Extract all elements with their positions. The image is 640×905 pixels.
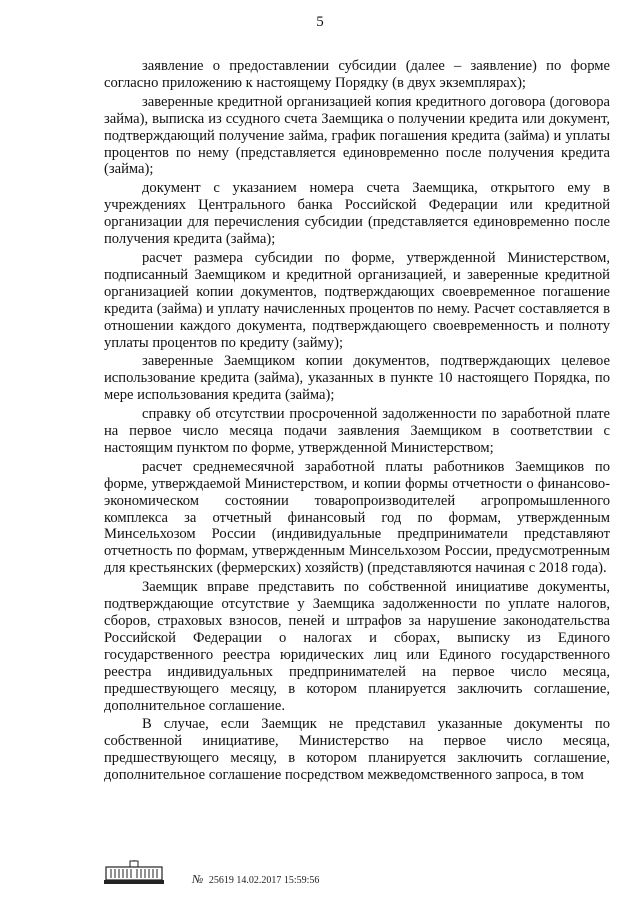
document-body [104, 58, 610, 786]
paragraph-account-document: документ с указанием номера счета Заемщика, открытого ему в учреждениях Центрального банка Российской Федерации или кредитной организации для перечисления субсидии (представляется единовременно после получения кредита (займа); [104, 180, 610, 248]
paragraph-salary-debt-certificate: справку об отсутствии просроченной задолженности по заработной плате на первое число месяца подачи заявления Заемщиком в соответствии с настоящим пунктом по форме, утвержденной Министерством; [104, 406, 610, 456]
paragraph-average-salary: расчет среднемесячной заработной платы работников Заемщиков по форме, утверждаемой Министерством, и копии формы отчетности о финансово-экономическом состоянии товаропроизводителей агропромышленного комплекса за отчетный финансовый год по формам, утвержденным Минсельхозом России (индивидуальные предприниматели представляют отчетность по формам, утвержденным Минсельхозом России, предусмотренным для крестьянских (фермерских) хозяйств) (представляются начиная с 2018 года). [104, 458, 610, 577]
paragraph-target-use: заверенные Заемщиком копии документов, подтверждающих целевое использование кредита (займа), указанных в пункте 10 настоящего Порядка, по мере использования кредита (займа); [104, 353, 610, 404]
number-mark: № [192, 872, 204, 886]
paragraph-application: заявление о предоставлении субсидии (далее – заявление) по форме согласно приложению к настоящему Порядку (в двух экземплярах); [104, 58, 610, 91]
document-footer [104, 860, 404, 884]
paragraph-subsidy-calculation: расчет размера субсидии по форме, утвержденной Министерством, подписанный Заемщиком и кредитной организацией, и заверенные кредитной организацией копии документов, подтверждающих своевременное погашение кредита (займа) и уплату начисленных процентов по нему. Расчет составляется в отношении каждого документа, подтверждающего своевременность и полноту уплаты процентов по кредиту (займу); [104, 249, 610, 351]
page-number: 5 [316, 14, 324, 30]
paragraph-own-initiative: Заемщик вправе представить по собственной инициативе документы, подтверждающие отсутствие у Заемщика задолженности по уплате налогов, сборов, страховых взносов, пеней и штрафов за нарушение законодательства Российской Федерации о налогах и сборах, выписку из Единого государственного реестра юридических лиц или Единого государственного реестра индивидуальных предпринимателей на первое число месяца, предшествующего месяцу, в котором планируется заключить соглашение, дополнительное соглашение. [104, 579, 610, 714]
paragraph-loan-agreement: заверенные кредитной организацией копия кредитного договора (договора займа), выписка из ссудного счета Заемщика о получении кредита или документ, подтверждающий получение займа, график погашения кредита (займа) и уплаты процентов по нему (представляется единовременно после получения кредита (займа); [104, 93, 610, 178]
government-building-icon [104, 860, 164, 886]
document-registration-stamp [192, 872, 319, 887]
document-timestamp: 14.02.2017 15:59:56 [236, 875, 320, 886]
paragraph-interdepartmental-request: В случае, если Заемщик не представил указанные документы по собственной инициативе, Министерство на первое число месяца, предшествующего месяцу, в котором планируется заключить соглашение, дополнительное соглашение посредством межведомственного запроса, в том [104, 716, 610, 784]
document-number: 25619 [208, 875, 234, 886]
